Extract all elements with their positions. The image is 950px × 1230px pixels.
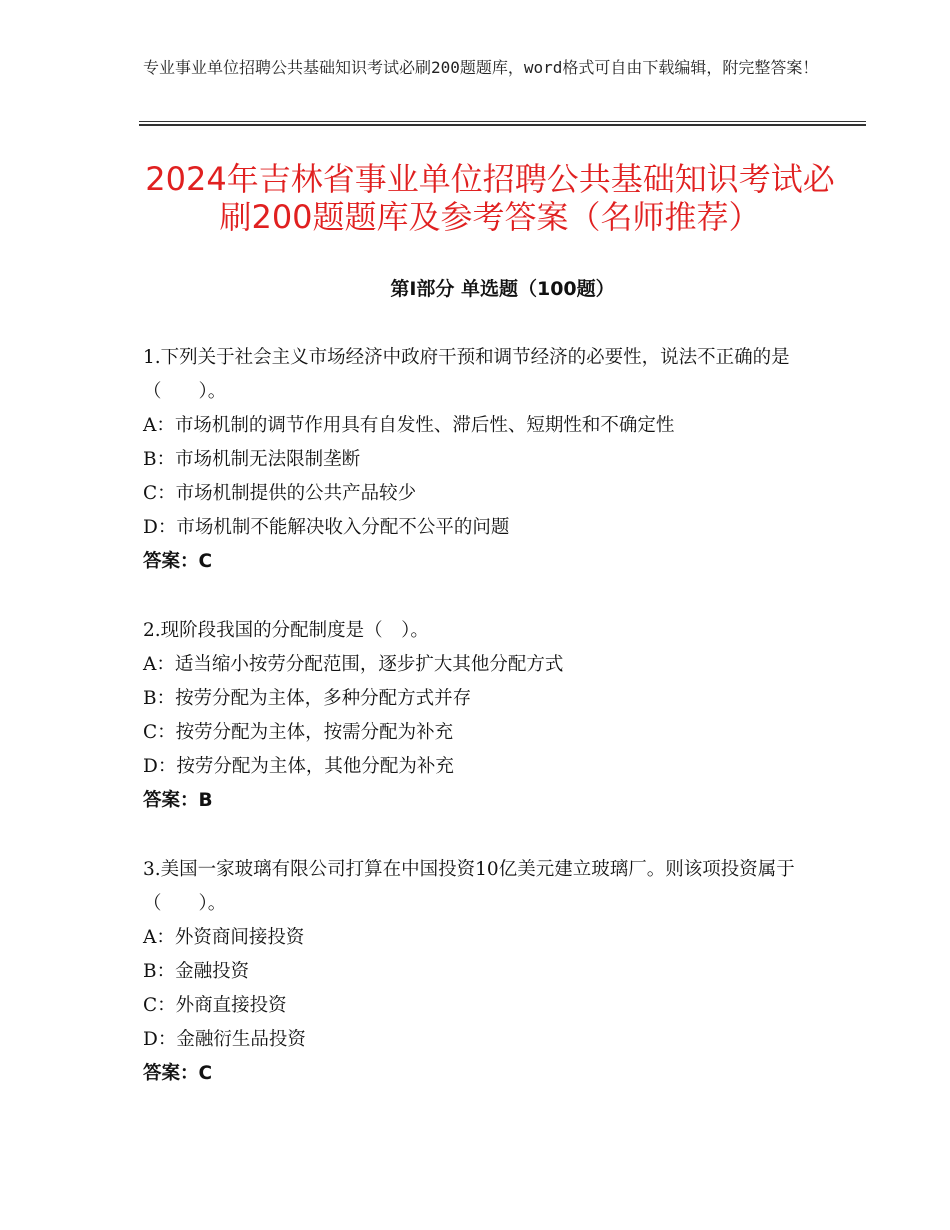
question-stem: 3.美国一家玻璃有限公司打算在中国投资10亿美元建立玻璃厂。则该项投资属于（ ）。 — [143, 859, 795, 914]
header-divider-bottom — [139, 124, 866, 126]
option-c: C：外商直接投资 — [143, 995, 287, 1016]
question-stem: 1.下列关于社会主义市场经济中政府干预和调节经济的必要性，说法不正确的是（ ）。 — [143, 347, 790, 402]
option-b: B：市场机制无法限制垄断 — [143, 449, 361, 470]
section-heading: 第Ⅰ部分 单选题（100题） — [390, 278, 615, 300]
answer-label: 答案：B — [143, 790, 213, 811]
question-3 — [143, 853, 823, 1091]
option-a: A：适当缩小按劳分配范围，逐步扩大其他分配方式 — [143, 654, 564, 675]
answer-label: 答案：C — [143, 551, 213, 572]
header-note: 专业事业单位招聘公共基础知识考试必刷200题题库，word格式可自由下载编辑，附完整答案！ — [143, 58, 819, 77]
option-b: B：金融投资 — [143, 961, 250, 982]
question-2 — [143, 614, 823, 818]
header-divider-top — [139, 121, 866, 122]
document-title: 2024年吉林省事业单位招聘公共基础知识考试必刷200题题库及参考答案（名师推荐） — [145, 160, 835, 236]
option-d: D：按劳分配为主体，其他分配为补充 — [143, 756, 454, 777]
option-a: A：市场机制的调节作用具有自发性、滞后性、短期性和不确定性 — [143, 415, 675, 436]
question-1 — [143, 341, 823, 579]
answer-label: 答案：C — [143, 1063, 213, 1084]
option-d: D：金融衍生品投资 — [143, 1029, 306, 1050]
option-c: C：按劳分配为主体，按需分配为补充 — [143, 722, 454, 743]
option-b: B：按劳分配为主体，多种分配方式并存 — [143, 688, 472, 709]
question-stem: 2.现阶段我国的分配制度是（ ）。 — [143, 620, 429, 641]
option-d: D：市场机制不能解决收入分配不公平的问题 — [143, 517, 510, 538]
option-c: C：市场机制提供的公共产品较少 — [143, 483, 417, 504]
option-a: A：外资商间接投资 — [143, 927, 305, 948]
